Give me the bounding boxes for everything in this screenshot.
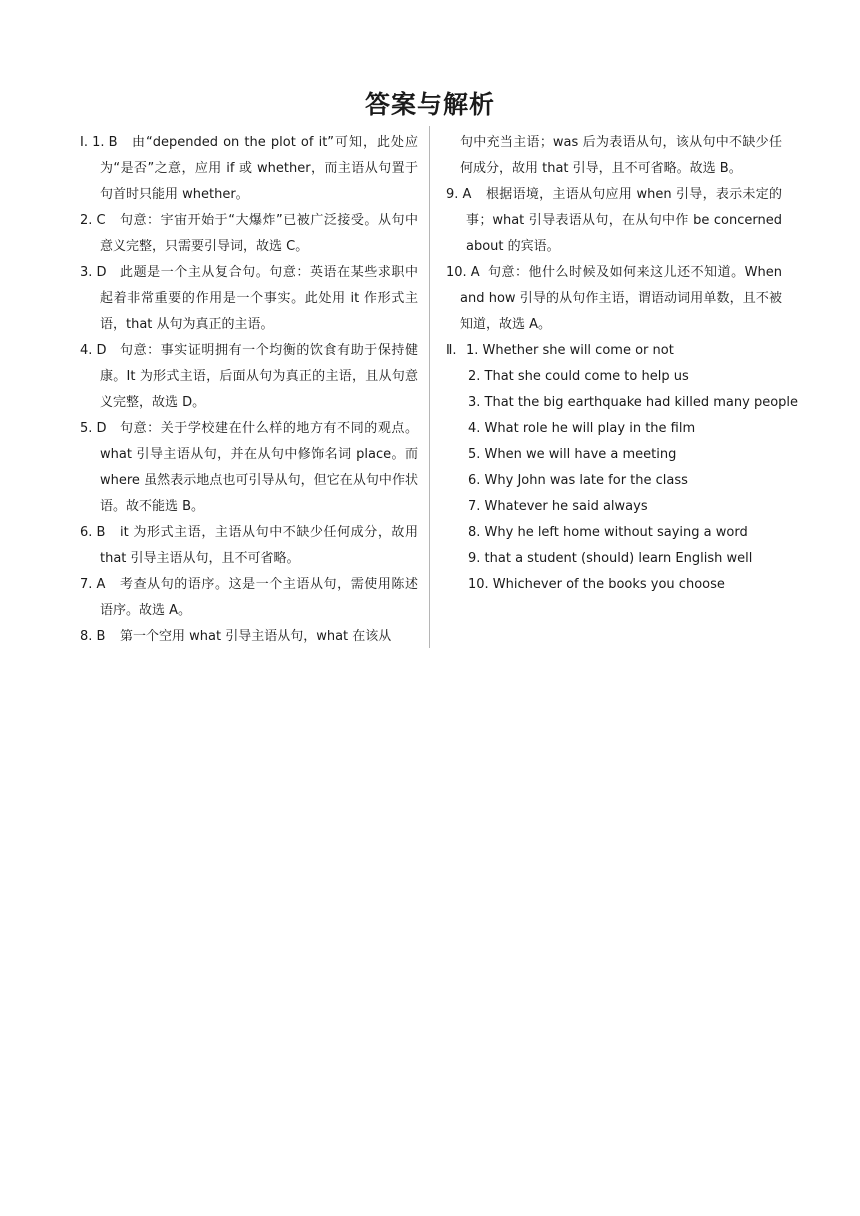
section-2-answers — [446, 338, 799, 598]
answer-item — [80, 260, 418, 338]
section-2-item — [446, 338, 782, 364]
answer-explanation: 第一个空用 what 引导主语从句，what 在该从 — [120, 629, 392, 644]
answer-explanation: 句中充当主语；was 后为表语从句，该从句中不缺少任何成分，故用 that 引导，且不可省略。故选 B。 — [460, 135, 782, 176]
section-2-item: 2. That she could come to help us — [468, 369, 689, 384]
section-2-item: 8. Why he left home without saying a word — [468, 525, 748, 540]
answer-number: 6. B — [80, 525, 106, 540]
answer-number: Ⅰ. 1. B — [80, 135, 118, 150]
answer-number: 10. A — [446, 265, 480, 280]
page-title: 答案与解析 — [364, 90, 495, 119]
answer-explanation: 句意：宇宙开始于“大爆炸”已被广泛接受。从句中意义完整，只需要引导词，故选 C。 — [100, 213, 418, 254]
section-2-item: 6. Why John was late for the class — [468, 473, 688, 488]
answer-number: 2. C — [80, 213, 106, 228]
column-divider — [429, 126, 430, 648]
answer-explanation: it 为形式主语，主语从句中不缺少任何成分，故用 that 引导主语从句，且不可省略。 — [100, 525, 418, 566]
section-2-item: 3. That the big earthquake had killed many people — [468, 395, 799, 410]
answer-item — [80, 520, 418, 572]
section-2-item: 4. What role he will play in the film — [468, 421, 696, 436]
left-column — [80, 130, 418, 650]
answer-item — [80, 572, 418, 624]
answer-number: 5. D — [80, 421, 107, 436]
answer-explanation: 句意：事实证明拥有一个均衡的饮食有助于保持健康。It 为形式主语，后面从句为真正的主语，且从句意义完整，故选 D。 — [100, 343, 418, 410]
answer-continuation — [446, 130, 782, 182]
answer-number: 4. D — [80, 343, 107, 358]
section-2-item: 10. Whichever of the books you choose — [468, 577, 725, 592]
answer-explanation: 句意：他什么时候及如何来这儿还不知道。When and how 引导的从句作主语，谓语动词用单数，且不被知道，故选 A。 — [460, 265, 782, 332]
section-2-item: 5. When we will have a meeting — [468, 447, 677, 462]
section-2-item: 9. that a student (should) learn English well — [468, 551, 753, 566]
answer-explanation: 此题是一个主从复合句。句意：英语在某些求职中起着非常重要的作用是一个事实。此处用 it 作形式主语，that 从句为真正的主语。 — [100, 265, 418, 332]
answer-explanation: 根据语境，主语从句应用 when 引导，表示未定的事；what 引导表语从句，在从句中作 be concerned about 的宾语。 — [466, 187, 782, 254]
answer-item — [446, 182, 782, 260]
answer-item — [80, 338, 418, 416]
answer-item — [80, 416, 418, 520]
answer-explanation: 句意：关于学校建在什么样的地方有不同的观点。what 引导主语从句，并在从句中修饰名词 place。而 where 虽然表示地点也可引导从句，但它在从句中作状语。故不能选 B。 — [100, 421, 418, 514]
section-2-label: Ⅱ. — [446, 343, 457, 358]
answer-explanation: 由“depended on the plot of it”可知，此处应为“是否”之意，应用 if 或 whether，而主语从句置于句首时只能用 whether。 — [100, 135, 418, 202]
answer-explanation: 考查从句的语序。这是一个主语从句，需使用陈述语序。故选 A。 — [100, 577, 418, 618]
answer-item — [446, 260, 782, 338]
answer-number: 9. A — [446, 187, 472, 202]
section-2-item: 7. Whatever he said always — [468, 499, 648, 514]
answer-number: 3. D — [80, 265, 107, 280]
answer-number: 8. B — [80, 629, 106, 644]
answer-number: 7. A — [80, 577, 106, 592]
answer-item — [80, 130, 418, 208]
section-2-answer: 1. Whether she will come or not — [466, 343, 674, 358]
answer-item — [80, 208, 418, 260]
answer-item — [80, 624, 418, 650]
right-column — [446, 130, 799, 598]
